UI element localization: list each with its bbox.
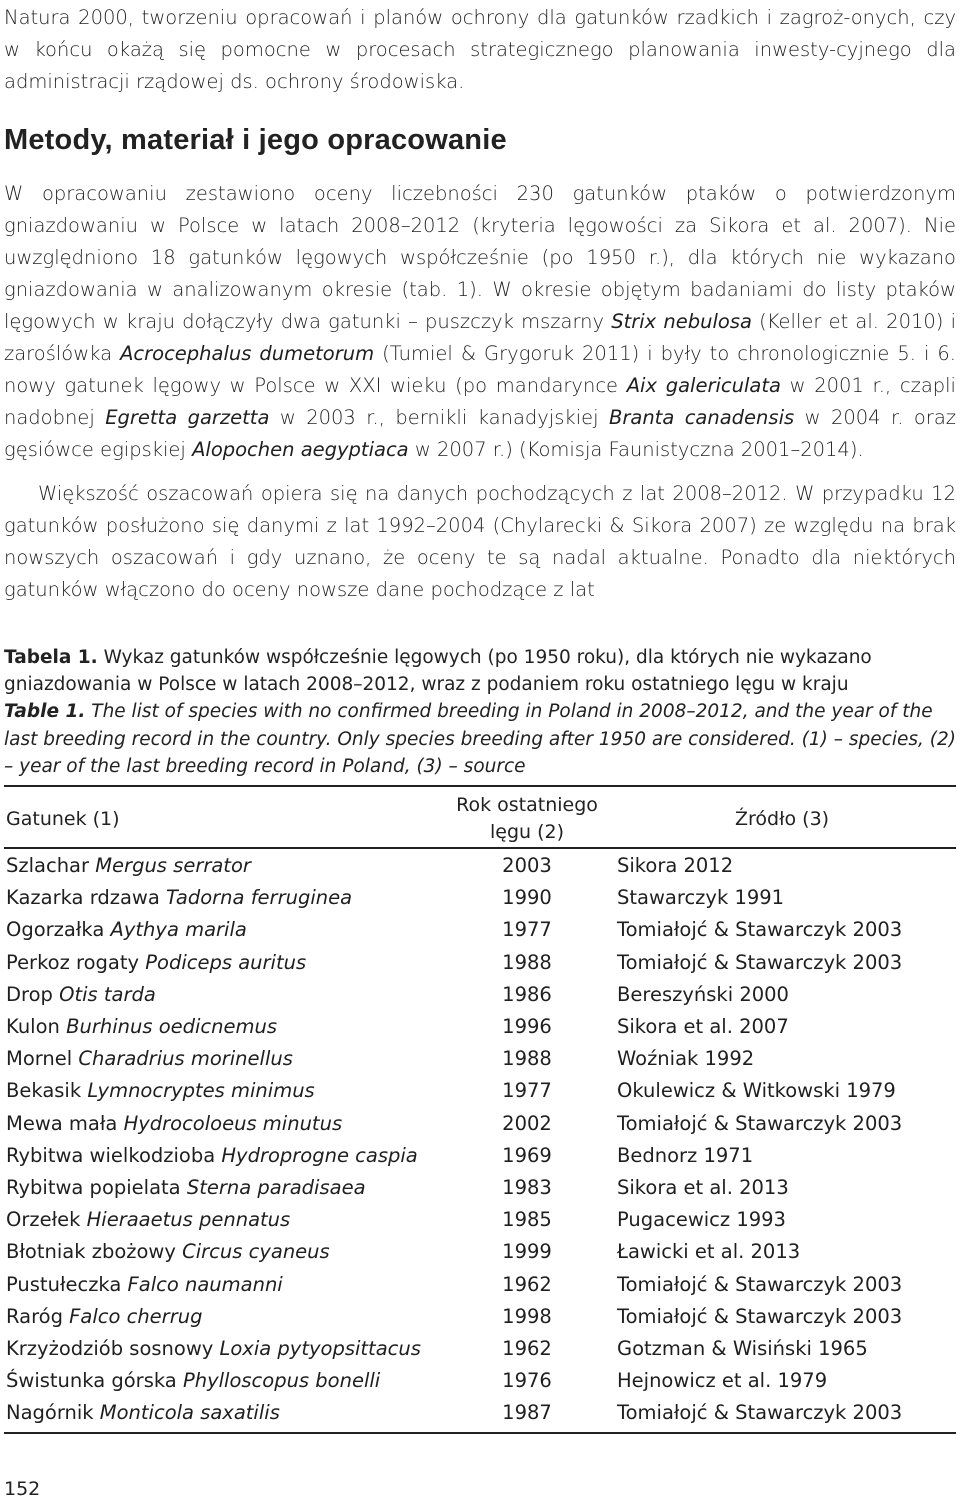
- source-cell: Sikora 2012: [617, 854, 734, 877]
- caption-en-text: The list of species with no confirmed breeding in Poland in 2008–2012, and the year of the last breeding record in the country. Only species breeding after 1950 are considered. (1) – species, (2) – year of the last breeding record in Poland, (3) – source: [4, 701, 956, 777]
- species-latin-name: Burhinus oedicnemus: [66, 1015, 278, 1038]
- species-name: Acrocephalus dumetorum: [120, 342, 375, 365]
- species-latin-name: Monticola saxatilis: [99, 1401, 280, 1425]
- species-latin-name: Falco cherrug: [69, 1304, 203, 1328]
- species-cell: [6, 1043, 293, 1075]
- species-polish-name: Raróg: [6, 1304, 63, 1328]
- table-row: [0, 1075, 960, 1107]
- species-cell: [6, 914, 247, 946]
- header-year: [440, 792, 614, 846]
- source-cell: Tomiałojć & Stawarczyk 2003: [617, 1272, 903, 1296]
- species-name: Alopochen aegyptiaca: [192, 438, 409, 461]
- table-row: [0, 1011, 960, 1043]
- species-cell: [6, 979, 156, 1011]
- species-latin-name: Aythya marila: [110, 918, 247, 942]
- source-cell: Bednorz 1971: [617, 1143, 754, 1167]
- intro-line-1-end: o: [850, 6, 863, 29]
- species-cell: [6, 1333, 421, 1365]
- p1-text-c: (Tumiel & Grygoruk 2011) i były to chronologicznie 5. i 6. nowy gatunek lęgowy w Polsce w XXI wieku (po mandarynce: [4, 342, 956, 397]
- year-cell: 1976: [502, 1369, 552, 1393]
- species-cell: [6, 947, 306, 979]
- p1-text-e: w 2003 r., bernikli kanadyjskiej: [269, 406, 609, 429]
- year-cell: 1988: [502, 1047, 552, 1071]
- species-latin-name: Lymnocryptes minimus: [87, 1079, 315, 1103]
- intro-line-1: Natura 2000, tworzeniu opracowań i planów ochrony dla gatunków rzadkich i zagroż: [4, 6, 844, 29]
- intro-line-3: cyjnego dla administracji rządowej ds. ochrony środowiska.: [4, 38, 956, 93]
- intro-paragraph: Natura 2000, tworzeniu opracowań i planów ochrony dla gatunków rzadkich i zagroż-onych, czy w końcu okażą się pomocne w procesach strategicznego planowania inwesty-cyjnego dla administracji rządowej ds. ochrony środowiska.: [4, 6, 957, 93]
- source-cell: Sikora et al. 2007: [617, 1015, 789, 1038]
- species-latin-name: Hydrocoloeus minutus: [123, 1111, 343, 1135]
- table-row: [0, 1236, 960, 1268]
- species-polish-name: Rybitwa wielkodzioba: [6, 1143, 216, 1167]
- species-cell: [6, 1075, 315, 1107]
- source-cell: Pugacewicz 1993: [617, 1208, 786, 1232]
- table-header-rule: [4, 847, 956, 849]
- year-cell: 1977: [502, 1079, 552, 1103]
- species-latin-name: Loxia pytyopsittacus: [219, 1337, 421, 1360]
- source-cell: Sikora et al. 2013: [617, 1176, 789, 1199]
- species-polish-name: Rybitwa popielata: [6, 1176, 181, 1199]
- table-bottom-rule: [4, 1432, 956, 1434]
- species-polish-name: Mornel: [6, 1047, 73, 1071]
- source-cell: Bereszyński 2000: [617, 982, 789, 1006]
- year-cell: 1962: [502, 1337, 552, 1360]
- species-cell: [6, 1301, 202, 1333]
- table-caption: [4, 644, 956, 780]
- species-cell: [6, 1365, 380, 1397]
- species-cell: [6, 1011, 277, 1043]
- species-cell: [6, 1204, 290, 1236]
- header-year-line1: Rok ostatniego: [456, 794, 598, 816]
- caption-en-label: Table 1.: [4, 701, 86, 723]
- species-cell: [6, 850, 251, 882]
- table-row: [0, 1397, 960, 1429]
- year-cell: 1988: [502, 950, 552, 974]
- table-row: [0, 979, 960, 1011]
- species-polish-name: Kazarka rdzawa: [6, 886, 160, 910]
- species-cell: [6, 882, 352, 914]
- table-row: [0, 1204, 960, 1236]
- section-heading: Metody, materiał i jego opracowanie: [4, 124, 507, 156]
- species-latin-name: Podiceps auritus: [145, 950, 307, 974]
- year-cell: 1998: [502, 1304, 552, 1328]
- species-polish-name: Bekasik: [6, 1079, 82, 1103]
- species-polish-name: Kulon: [6, 1015, 60, 1038]
- year-cell: 2002: [502, 1111, 552, 1135]
- year-cell: 1983: [502, 1176, 552, 1199]
- species-latin-name: Mergus serrator: [95, 854, 251, 877]
- species-polish-name: Świstunka górska: [6, 1369, 177, 1393]
- species-polish-name: Krzyżodziób sosnowy: [6, 1337, 214, 1360]
- table-row: [0, 1333, 960, 1365]
- species-cell: [6, 1140, 418, 1172]
- source-cell: Gotzman & Wisiński 1965: [617, 1337, 868, 1360]
- table-top-rule: [4, 785, 956, 787]
- source-cell: Woźniak 1992: [617, 1047, 755, 1071]
- year-cell: 1996: [502, 1015, 552, 1038]
- p1-text-b: (Keller et al. 2010) i zaroślówka: [4, 310, 956, 365]
- species-latin-name: Hieraaetus pennatus: [86, 1208, 291, 1232]
- species-latin-name: Falco naumanni: [127, 1272, 283, 1296]
- p1-text-a: W opracowaniu zestawiono oceny liczebności 230 gatunków ptaków o potwierdzonym gniazdowaniu w Polsce w latach 2008–2012 (kryteria lęgowości za Sikora et al. 2007). Nie uwzględniono 18 gatunków lęgowych współcześnie (po 1950 r.), dla których nie wykazano gniazdowania w analizowanym okresie (tab. 1). W okresie objętym badaniami do listy ptaków lęgowych w kraju dołączyły dwa gatunki – puszczyk mszarny: [4, 182, 956, 333]
- p1-text-g: w 2007 r.) (Komisja Faunistyczna 2001–2014).: [408, 438, 864, 461]
- caption-pl-label: Tabela 1.: [4, 647, 98, 668]
- species-polish-name: Nagórnik: [6, 1401, 94, 1425]
- year-cell: 2003: [502, 854, 552, 877]
- species-name: Strix nebulosa: [611, 310, 752, 333]
- table-row: [0, 1172, 960, 1204]
- species-cell: [6, 1236, 330, 1268]
- table-row: [0, 1269, 960, 1301]
- source-cell: Hejnowicz et al. 1979: [617, 1369, 828, 1393]
- header-year-line2: lęgu (2): [489, 821, 565, 843]
- species-polish-name: Drop: [6, 982, 53, 1006]
- species-cell: [6, 1397, 280, 1429]
- table-row: [0, 1043, 960, 1075]
- source-cell: Tomiałojć & Stawarczyk 2003: [617, 1304, 903, 1328]
- species-latin-name: Tadorna ferruginea: [166, 886, 353, 910]
- species-cell: [6, 1172, 366, 1204]
- species-polish-name: Perkoz rogaty: [6, 950, 140, 974]
- species-name: Aix galericulata: [626, 374, 781, 397]
- methods-paragraph-2: [4, 478, 956, 606]
- species-polish-name: Pustułeczka: [6, 1272, 122, 1296]
- source-cell: Tomiałojć & Stawarczyk 2003: [617, 950, 903, 974]
- year-cell: 1986: [502, 982, 552, 1006]
- header-source: Źródło (3): [735, 808, 830, 830]
- year-cell: 1977: [502, 918, 552, 942]
- species-latin-name: Charadrius morinellus: [78, 1047, 293, 1071]
- species-name: Egretta garzetta: [105, 406, 270, 429]
- species-polish-name: Błotniak zbożowy: [6, 1240, 176, 1264]
- species-latin-name: Otis tarda: [59, 982, 156, 1006]
- year-cell: 1990: [502, 886, 552, 910]
- p1-text-d: w 2001 r., czapli nadobnej: [4, 374, 956, 429]
- header-species: Gatunek (1): [6, 808, 120, 830]
- page-number: 152: [4, 1478, 41, 1500]
- source-cell: Tomiałojć & Stawarczyk 2003: [617, 1111, 903, 1135]
- p1-text-f: w 2004 r. oraz gęsiówce egipskiej: [4, 406, 957, 461]
- table-row: [0, 914, 960, 946]
- table-row: [0, 1301, 960, 1333]
- species-latin-name: Sterna paradisaea: [186, 1176, 366, 1199]
- species-polish-name: Mewa mała: [6, 1111, 118, 1135]
- year-cell: 1999: [502, 1240, 552, 1264]
- year-cell: 1969: [502, 1143, 552, 1167]
- species-polish-name: Ogorzałka: [6, 918, 105, 942]
- species-polish-name: Orzełek: [6, 1208, 81, 1232]
- table-row: [0, 947, 960, 979]
- source-cell: Okulewicz & Witkowski 1979: [617, 1079, 896, 1103]
- species-cell: [6, 1108, 342, 1140]
- species-latin-name: Hydroprogne caspia: [221, 1143, 418, 1167]
- table-row: [0, 882, 960, 914]
- year-cell: 1987: [502, 1401, 552, 1425]
- year-cell: 1962: [502, 1272, 552, 1296]
- species-latin-name: Phylloscopus bonelli: [182, 1369, 381, 1393]
- table-row: [0, 850, 960, 882]
- table-row: [0, 1140, 960, 1172]
- caption-pl-text: Wykaz gatunków współcześnie lęgowych (po 1950 roku), dla których nie wykazano gniazdowania w Polsce w latach 2008–2012, wraz z podaniem roku ostatniego lęgu w kraju: [4, 647, 872, 696]
- p2-text: Większość oszacowań opiera się na danych pochodzących z lat 2008–2012. W przypadku 12 gatunków posłużono się danymi z lat 1992–2004 (Chylarecki & Sikora 2007) ze względu na brak nowszych oszacowań i gdy uznano, że oceny te są nadal aktualne. Ponadto dla niektórych gatunków włączono do oceny nowsze dane pochodzące z lat: [4, 482, 956, 601]
- table-row: [0, 1108, 960, 1140]
- source-cell: Stawarczyk 1991: [617, 886, 785, 910]
- table-row: [0, 1365, 960, 1397]
- source-cell: Tomiałojć & Stawarczyk 2003: [617, 1401, 903, 1425]
- species-latin-name: Circus cyaneus: [182, 1240, 330, 1264]
- species-name: Branta canadensis: [608, 406, 795, 429]
- species-cell: [6, 1269, 283, 1301]
- methods-paragraph-1: [4, 178, 956, 466]
- source-cell: Tomiałojć & Stawarczyk 2003: [617, 918, 903, 942]
- year-cell: 1985: [502, 1208, 552, 1232]
- source-cell: Ławicki et al. 2013: [617, 1240, 801, 1264]
- intro-line-2: nych, czy w końcu okażą się pomocne w procesach strategicznego planowania inwesty: [4, 6, 957, 61]
- species-polish-name: Szlachar: [6, 854, 90, 877]
